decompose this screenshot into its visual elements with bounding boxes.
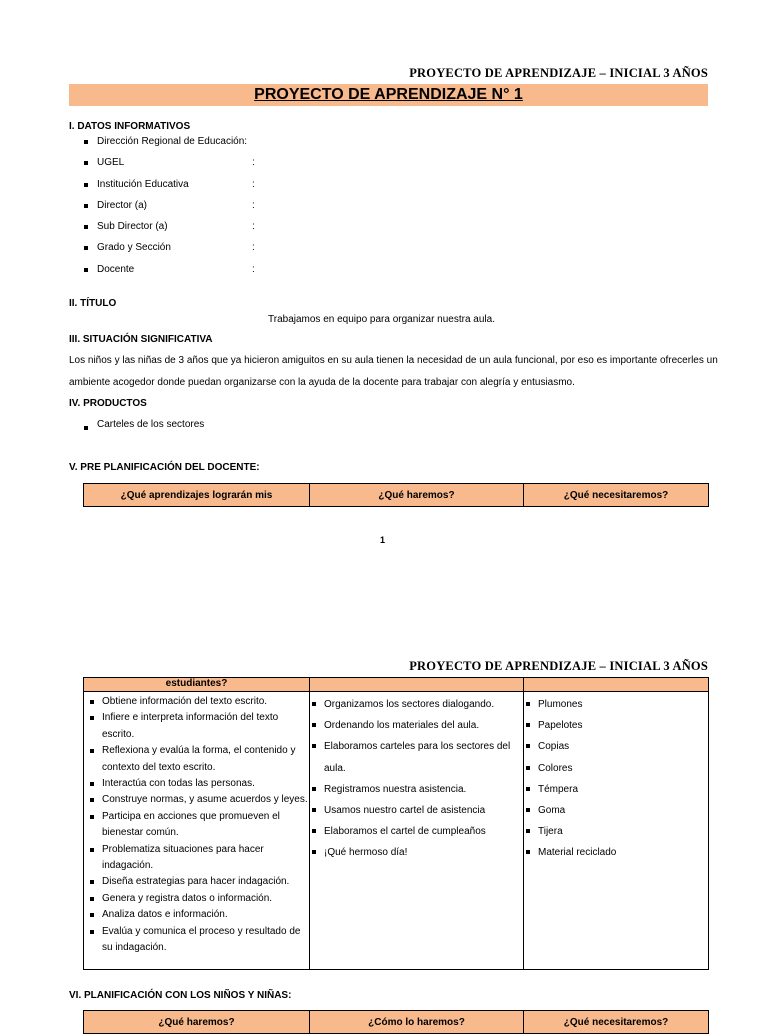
header-como: ¿Cómo lo haremos? bbox=[310, 1011, 524, 1034]
planificacion-header-table bbox=[83, 1010, 709, 1034]
preplan-table bbox=[83, 677, 709, 970]
list-item: Interactúa con todas las personas. bbox=[88, 776, 309, 792]
list-item: Evalúa y comunica el proceso y resultado de su indagación. bbox=[88, 924, 309, 957]
running-header: PROYECTO DE APRENDIZAJE – INICIAL 3 AÑOS bbox=[409, 659, 708, 673]
list-item: ¡Qué hermoso día! bbox=[310, 842, 523, 863]
list-item: Infiere e interpreta información del texto escrito. bbox=[88, 710, 309, 743]
datos-item: Sub Director (a) : bbox=[84, 218, 317, 239]
datos-item: Institución Educativa : bbox=[84, 176, 317, 197]
list-item: Témpera bbox=[524, 779, 708, 800]
header-aprendizajes-cont: estudiantes? bbox=[84, 678, 310, 692]
datos-item: Docente : bbox=[84, 261, 317, 282]
list-item: Goma bbox=[524, 800, 708, 821]
header-aprendizajes: ¿Qué aprendizajes lograrán mis bbox=[84, 484, 310, 507]
project-title: PROYECTO DE APRENDIZAJE N° 1 bbox=[254, 86, 523, 103]
section-titulo-heading: II. TÍTULO bbox=[69, 298, 117, 309]
preplan-header-table bbox=[83, 483, 709, 507]
haremos-cell bbox=[310, 692, 524, 970]
aprendizajes-list bbox=[84, 692, 309, 957]
list-item: Analiza datos e información. bbox=[88, 907, 309, 923]
list-item: Elaboramos el cartel de cumpleaños bbox=[310, 821, 523, 842]
list-item: Ordenando los materiales del aula. bbox=[310, 715, 523, 736]
list-item: Colores bbox=[524, 758, 708, 779]
list-item: Obtiene información del texto escrito. bbox=[88, 694, 309, 710]
list-item: Diseña estrategias para hacer indagación. bbox=[88, 874, 309, 890]
list-item: Copias bbox=[524, 736, 708, 757]
list-item: Genera y registra datos o información. bbox=[88, 891, 309, 907]
list-item: Papelotes bbox=[524, 715, 708, 736]
project-name: Trabajamos en equipo para organizar nuestra aula. bbox=[268, 314, 495, 325]
list-item: Reflexiona y evalúa la forma, el contenido y contexto del texto escrito. bbox=[88, 743, 309, 776]
header-necesitaremos: ¿Qué necesitaremos? bbox=[524, 484, 709, 507]
datos-item: UGEL : bbox=[84, 154, 317, 175]
page-number: 1 bbox=[380, 535, 386, 545]
necesitaremos-list bbox=[524, 692, 708, 864]
list-item: Material reciclado bbox=[524, 842, 708, 863]
producto-item: Carteles de los sectores bbox=[84, 419, 384, 430]
necesitaremos-cell bbox=[524, 692, 709, 970]
list-item: Elaboramos carteles para los sectores del aula. bbox=[310, 736, 523, 778]
header-necesitaremos: ¿Qué necesitaremos? bbox=[524, 1011, 709, 1034]
list-item: Organizamos los sectores dialogando. bbox=[310, 694, 523, 715]
datos-list bbox=[84, 133, 317, 282]
running-header: PROYECTO DE APRENDIZAJE – INICIAL 3 AÑOS bbox=[409, 66, 708, 80]
list-item: Problematiza situaciones para hacer indagación. bbox=[88, 842, 309, 875]
header-empty bbox=[524, 678, 709, 692]
section-preplan-heading: V. PRE PLANIFICACIÓN DEL DOCENTE: bbox=[69, 462, 260, 473]
aprendizajes-cell bbox=[84, 692, 310, 970]
section-datos-heading: I. DATOS INFORMATIVOS bbox=[69, 121, 191, 132]
section-planificacion-heading: VI. PLANIFICACIÓN CON LOS NIÑOS Y NIÑAS: bbox=[69, 990, 292, 1001]
header-haremos: ¿Qué haremos? bbox=[84, 1011, 310, 1034]
haremos-list bbox=[310, 692, 523, 864]
list-item: Participa en acciones que promueven el bienestar común. bbox=[88, 809, 309, 842]
list-item: Plumones bbox=[524, 694, 708, 715]
situacion-text: Los niños y las niñas de 3 años que ya hicieron amiguitos en su aula tienen la necesidad de un aula funcional, por eso es importante ofrecerles un ambiente acogedor donde puedan organizarse con la ayuda de la docente para trabajar con alegría y entusiasmo. bbox=[69, 355, 718, 388]
project-banner bbox=[69, 84, 708, 106]
datos-item: Grado y Sección : bbox=[84, 239, 317, 260]
list-item: Tijera bbox=[524, 821, 708, 842]
datos-item: Dirección Regional de Educación: bbox=[84, 133, 317, 154]
datos-item: Director (a) : bbox=[84, 197, 317, 218]
section-situacion-heading: III. SITUACIÓN SIGNIFICATIVA bbox=[69, 334, 213, 345]
list-item: Construye normas, y asume acuerdos y leyes. bbox=[88, 792, 309, 808]
header-haremos: ¿Qué haremos? bbox=[310, 484, 524, 507]
productos-list bbox=[84, 419, 384, 430]
section-productos-heading: IV. PRODUCTOS bbox=[69, 398, 147, 409]
list-item: Registramos nuestra asistencia. bbox=[310, 779, 523, 800]
list-item: Usamos nuestro cartel de asistencia bbox=[310, 800, 523, 821]
header-empty bbox=[310, 678, 524, 692]
